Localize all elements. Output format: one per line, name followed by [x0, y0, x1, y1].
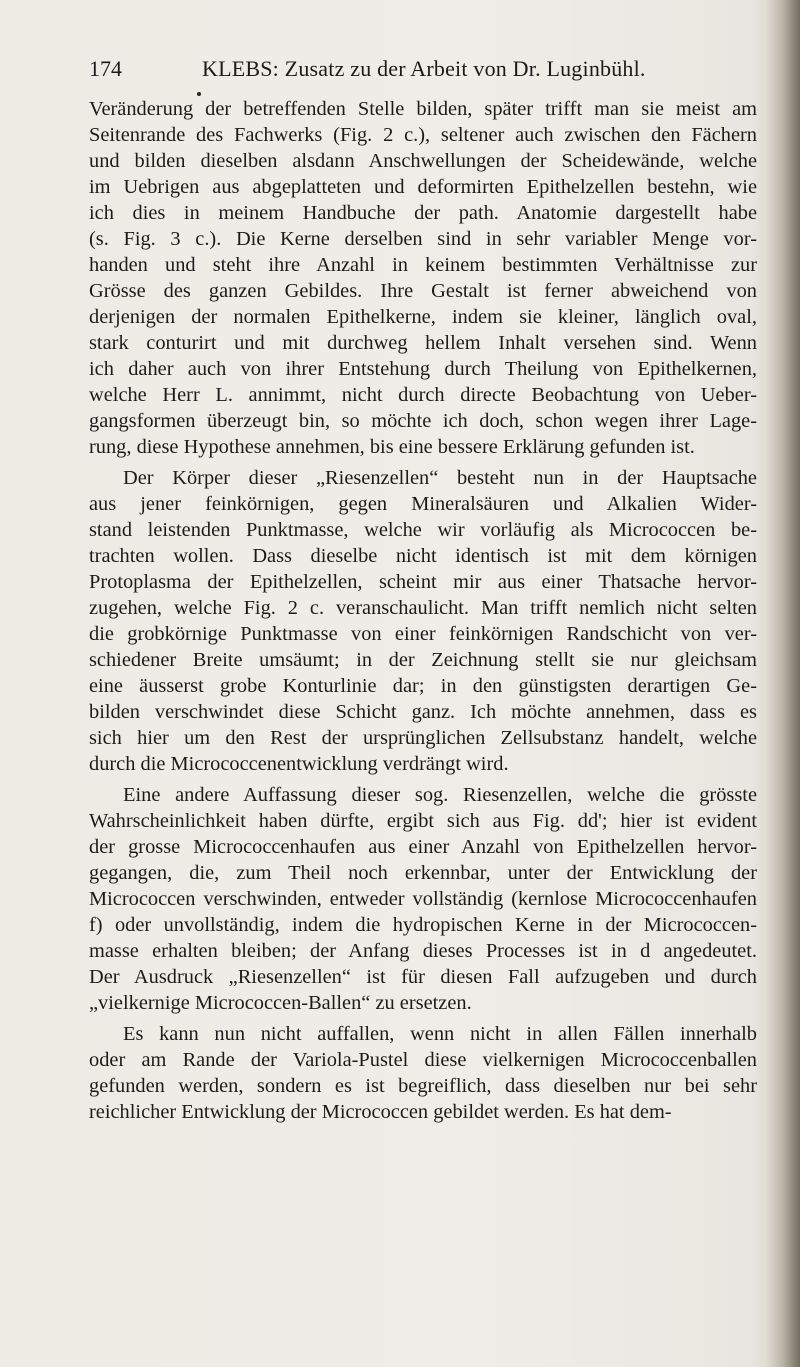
text-line: oder am Rande der Variola-Pustel diese vielkernigen Micrococcenballen — [89, 1049, 757, 1071]
running-header — [89, 56, 789, 84]
text-line: Veränderung der betreffenden Stelle bilden, später trifft man sie meist am — [89, 98, 757, 120]
text-line: welche Herr L. annimmt, nicht durch directe Beobachtung von Ueber- — [89, 384, 757, 406]
text-line: schiedener Breite umsäumt; in der Zeichnung stellt sie nur gleichsam — [89, 649, 757, 671]
text-line: Wahrscheinlichkeit haben dürfte, ergibt sich aus Fig. dd'; hier ist evident — [89, 810, 757, 832]
text-line: Der Körper dieser „Riesenzellen“ besteht nun in der Hauptsache — [123, 467, 757, 489]
text-line: Eine andere Auffassung dieser sog. Riesenzellen, welche die grösste — [123, 784, 757, 806]
text-line: Grösse des ganzen Gebildes. Ihre Gestalt ist ferner abweichend von — [89, 280, 757, 302]
text-line: Protoplasma der Epithelzellen, scheint mir aus einer Thatsache hervor- — [89, 571, 757, 593]
paragraph — [89, 1021, 757, 1125]
text-line: Es kann nun nicht auffallen, wenn nicht in allen Fällen innerhalb — [123, 1023, 757, 1045]
text-line: masse erhalten bleiben; der Anfang dieses Processes ist in d angedeutet. — [89, 940, 757, 962]
text-line: im Uebrigen aus abgeplatteten und deformirten Epithelzellen bestehn, wie — [89, 176, 757, 198]
text-line: sich hier um den Rest der ursprünglichen Zellsubstanz handelt, welche — [89, 727, 757, 749]
text-line: stark conturirt und mit durchweg hellem Inhalt versehen sind. Wenn — [89, 332, 757, 354]
text-line: „vielkernige Micrococcen-Ballen“ zu ersetzen. — [89, 992, 472, 1014]
text-line: eine äusserst grobe Konturlinie dar; in den günstigsten derartigen Ge- — [89, 675, 757, 697]
text-line: aus jener feinkörnigen, gegen Mineralsäuren und Alkalien Wider- — [89, 493, 757, 515]
text-line: Seitenrande des Fachwerks (Fig. 2 c.), seltener auch zwischen den Fächern — [89, 124, 757, 146]
page-number: 174 — [89, 56, 122, 81]
running-title: KLEBS: Zusatz zu der Arbeit von Dr. Luginbühl. — [202, 56, 646, 81]
text-line: gangsformen überzeugt bin, so möchte ich doch, schon wegen ihrer Lage- — [89, 410, 757, 432]
text-line: derjenigen der normalen Epithelkerne, indem sie kleiner, länglich oval, — [89, 306, 757, 328]
text-line: durch die Micrococcenentwicklung verdrängt wird. — [89, 753, 509, 775]
text-line: ich daher auch von ihrer Entstehung durch Theilung von Epithelkernen, — [89, 358, 757, 380]
page-gutter-shadow — [766, 0, 800, 1367]
text-line: die grobkörnige Punktmasse von einer feinkörnigen Randschicht von ver- — [89, 623, 757, 645]
text-line: (s. Fig. 3 c.). Die Kerne derselben sind in sehr variabler Menge vor- — [89, 228, 757, 250]
text-line: der grosse Micrococcenhaufen aus einer Anzahl von Epithelzellen hervor- — [89, 836, 757, 858]
paragraph — [89, 782, 757, 1016]
body-text — [89, 96, 757, 1125]
text-line: rung, diese Hypothese annehmen, bis eine bessere Erklärung gefunden ist. — [89, 436, 695, 458]
paragraph — [89, 465, 757, 777]
text-line: gegangen, die, zum Theil noch erkennbar, unter der Entwicklung der — [89, 862, 757, 884]
paragraph — [89, 96, 757, 460]
text-line: stand leistenden Punktmasse, welche wir vorläufig als Micrococcen be- — [89, 519, 757, 541]
text-line: Der Ausdruck „Riesenzellen“ ist für diesen Fall aufzugeben und durch — [89, 966, 757, 988]
text-line: reichlicher Entwicklung der Micrococcen gebildet werden. Es hat dem- — [89, 1101, 672, 1123]
text-line: ich dies in meinem Handbuche der path. Anatomie dargestellt habe — [89, 202, 757, 224]
text-line: f) oder unvollständig, indem die hydropischen Kerne in der Micrococcen- — [89, 914, 757, 936]
text-line: Micrococcen verschwinden, entweder vollständig (kernlose Micrococcenhaufen — [89, 888, 757, 910]
text-line: und bilden dieselben alsdann Anschwellungen der Scheidewände, welche — [89, 150, 757, 172]
text-line: zugehen, welche Fig. 2 c. veranschaulicht. Man trifft nemlich nicht selten — [89, 597, 757, 619]
text-line: handen und steht ihre Anzahl in keinem bestimmten Verhältnisse zur — [89, 254, 757, 276]
text-line: gefunden werden, sondern es ist begreiflich, dass dieselben nur bei sehr — [89, 1075, 757, 1097]
text-line: trachten wollen. Dass dieselbe nicht identisch ist mit dem körnigen — [89, 545, 757, 567]
text-line: bilden verschwindet diese Schicht ganz. Ich möchte annehmen, dass es — [89, 701, 757, 723]
